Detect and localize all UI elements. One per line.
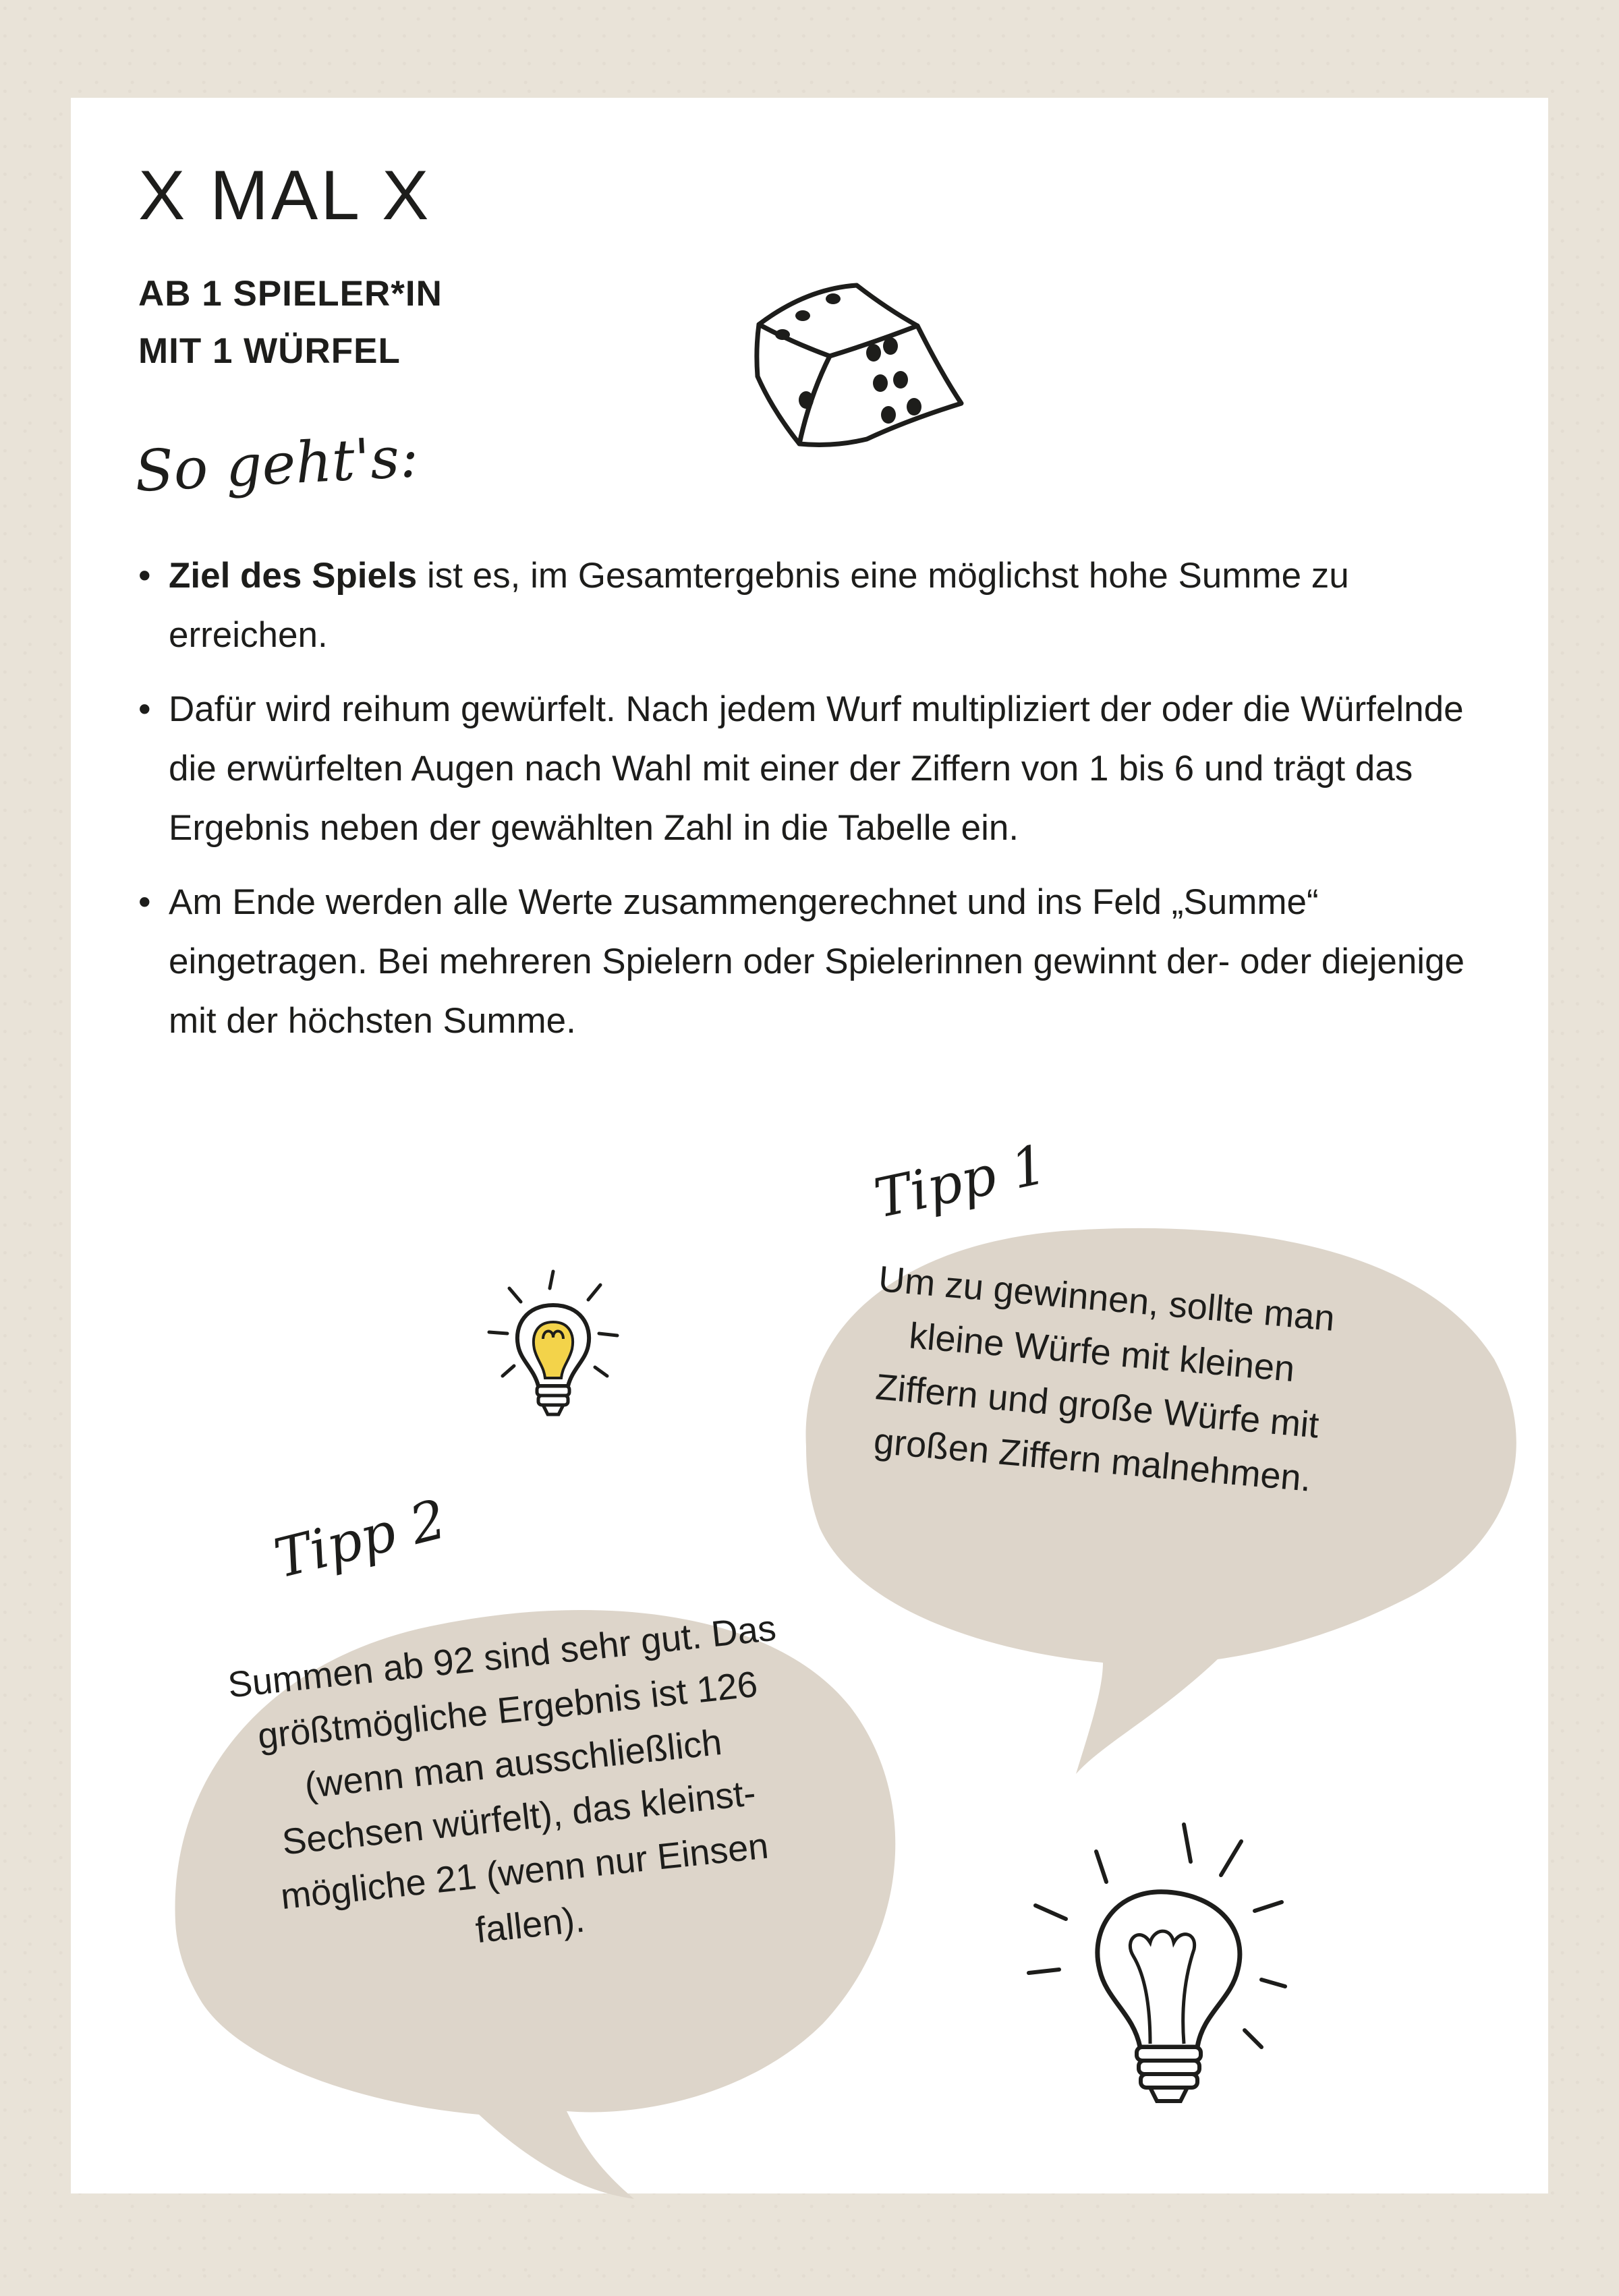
- dice-count: MIT 1 WÜRFEL: [138, 331, 401, 371]
- lightbulb-icon-yellow: [465, 1258, 641, 1433]
- dice-icon: [745, 258, 968, 461]
- player-count: AB 1 SPIELER*IN: [138, 274, 443, 314]
- rule-text: Dafür wird reihum gewürfelt. Nach jedem Wurf multipliziert der oder die Würfelnde die erwürfelten Augen nach Wahl mit einer der Ziffern von 1 bis 6 und trägt das Ergebnis neben der gewählten Zahl in die Tabelle ein.: [169, 689, 1464, 848]
- tipp2-label: Tipp 2: [268, 1487, 453, 1590]
- game-title: X MAL X: [138, 156, 432, 235]
- lightbulb-icon-outline: [1015, 1811, 1305, 2115]
- game-card: [71, 98, 1548, 2193]
- bullet: •: [138, 689, 151, 729]
- rule-item: [138, 546, 1514, 665]
- rule-item: [138, 873, 1514, 1051]
- rules-list: [138, 546, 1514, 1066]
- tipp2-text: Summen ab 92 sind sehr gut. Das größtmögliche Ergebnis ist 126 (wenn man ausschließlich Sechsen würfelt), das kleinst-mögliche 21 (wenn nur Einsen fallen).: [225, 1607, 778, 1951]
- rule-text: ist es, im Gesamtergebnis eine möglichst hohe Summe zu erreichen.: [169, 556, 1349, 655]
- rule-emphasis: Ziel des Spiels: [169, 556, 418, 596]
- rule-text: Am Ende werden alle Werte zusammengerechnet und ins Feld „Summe“ eingetragen. Bei mehreren Spielern oder Spielerinnen gewinnt der- oder diejenige mit der höchsten Summe.: [169, 882, 1465, 1041]
- tipp1-text: Um zu gewinnen, sollte man kleine Würfe mit kleinen Ziffern und große Würfe mit großen Ziffern malnehmen.: [872, 1259, 1336, 1499]
- tipp1-label: Tipp 1: [869, 1132, 1052, 1230]
- howto-heading: So geht's:: [133, 424, 420, 505]
- bullet: •: [138, 556, 151, 596]
- rule-item: [138, 680, 1514, 858]
- bullet: •: [138, 882, 151, 922]
